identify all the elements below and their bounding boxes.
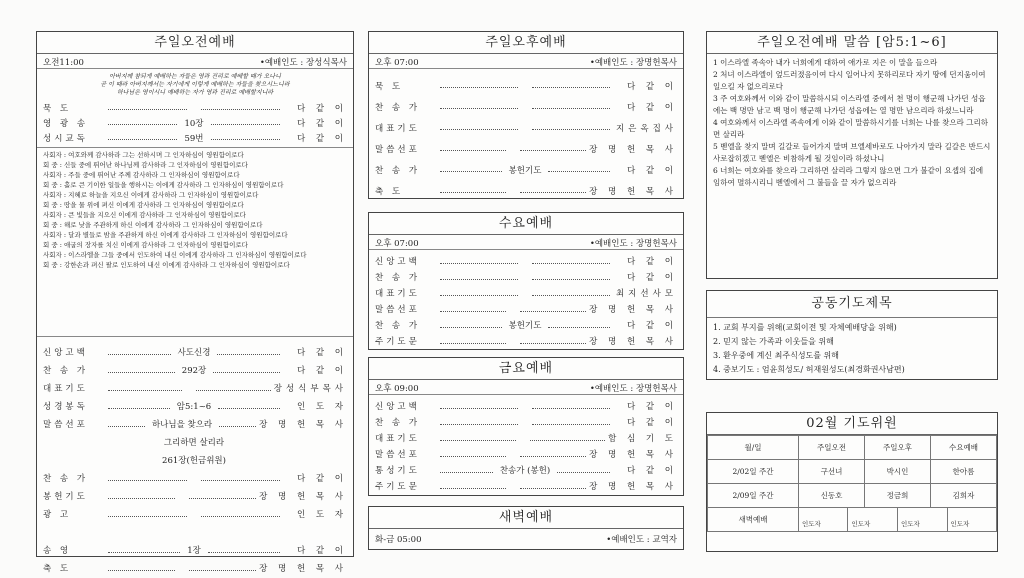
order-row: [375, 478, 677, 494]
leader-dots: [440, 279, 518, 280]
order-label: 성시교독: [43, 133, 88, 144]
order-person: 장 명 헌 목 사: [589, 450, 677, 460]
order-label: 신앙고백: [375, 257, 420, 267]
order-row: [375, 253, 677, 269]
order-row: [375, 96, 677, 117]
friday-order: [369, 395, 683, 494]
afternoon-time: 오후 07:00: [375, 58, 419, 68]
dawn-title: 새벽예배: [369, 507, 683, 529]
leader-dots: [108, 354, 171, 355]
afternoon-order: [369, 69, 683, 201]
prayer-title: 공동기도제목: [811, 296, 893, 311]
order-person: 다 같 이: [626, 466, 677, 476]
order-row: [43, 559, 347, 577]
leader-dots: [440, 327, 502, 328]
dawn-leader-cell: 인도자: [847, 508, 897, 531]
order-person: 다 같 이: [626, 165, 677, 176]
committee-header-cell: 주일오후: [864, 436, 930, 460]
order-person: 다 같 이: [626, 257, 677, 267]
order-row: [375, 117, 677, 138]
order-label: 축 도: [375, 186, 404, 197]
order-label: 주기도문: [375, 337, 420, 347]
order-label: 말씀선포: [43, 420, 88, 430]
order-label: 통성기도: [375, 466, 420, 476]
afternoon-service-panel: [368, 31, 684, 199]
wednesday-header: [369, 235, 683, 250]
order-label: 신앙고백: [375, 402, 420, 412]
order-detail: 봉헌기도: [508, 321, 542, 331]
leader-dots: [211, 139, 280, 140]
order-label: 말씀선포: [375, 305, 420, 315]
leader-dots: [440, 129, 518, 130]
order-label: 찬 송 가: [43, 366, 89, 376]
sermon-title: 주일오전예배 말씀 [암5:1~6]: [707, 32, 997, 54]
leader-dots: [211, 124, 280, 125]
leader-dots: [440, 263, 518, 264]
order-row: [43, 487, 347, 505]
leader-dots: [532, 279, 610, 280]
intro-line: 곧 이 때라 아버지께서는 자기에게 이렇게 예배하는 자들을 찾으시느니라: [100, 81, 290, 88]
leader-dots: [108, 498, 175, 499]
order-row: [43, 397, 347, 415]
leader-dots: [189, 570, 256, 571]
order-person: 다 같 이: [626, 402, 677, 412]
reading-line: 회 중 : 땅을 물 위에 펴신 이에게 감사하라 그 인자하심이 영원함이로다: [43, 201, 244, 209]
friday-service-panel: [368, 357, 684, 496]
order-person: 다 같 이: [626, 102, 677, 113]
order-detail: 10장: [184, 118, 204, 129]
order-label: 대표기도: [43, 384, 88, 394]
order-row: [375, 317, 677, 333]
prayer-item: 3. 환우중에 계신 최주식성도를 위해: [713, 351, 839, 360]
afternoon-header: [369, 54, 683, 69]
order-person: 다 같 이: [296, 546, 347, 556]
dawn-header: [369, 529, 683, 547]
committee-cell: 2/02일 주간: [708, 460, 799, 484]
dawn-leader-cells: [799, 508, 996, 531]
reading-line: 사회자 : 큰 빛들을 지으신 이에게 감사하라 그 인자하심이 영원함이로다: [43, 211, 246, 219]
leader-dots: [440, 424, 518, 425]
committee-header-row: [708, 436, 997, 460]
prayer-topics-panel: [706, 290, 998, 380]
committee-cell: 한아름: [930, 460, 996, 484]
friday-header: [369, 380, 683, 395]
order-row: [375, 180, 677, 201]
dawn-leader-cell: 인도자: [947, 508, 997, 531]
order-row: [375, 398, 677, 414]
leader-dots: [108, 124, 177, 125]
friday-leader: •예배인도 : 장명헌목사: [589, 384, 677, 394]
order-label: 찬 송 가: [375, 102, 421, 113]
leader-dots: [532, 295, 610, 296]
order-detail: 사도신경: [177, 348, 211, 358]
order-label: 영 광 송: [43, 118, 89, 129]
committee-table: [707, 435, 997, 532]
reading-line: 회 중 : 강한손과 펴신 팔로 인도하여 내신 이에게 감사하라 그 인자하심이 영원함이로다: [43, 261, 290, 269]
leader-dots: [108, 390, 182, 391]
order-detail: 암5:1~6: [176, 402, 212, 412]
order-person: 다 같 이: [626, 321, 677, 331]
leader-dots: [532, 129, 610, 130]
dawn-committee-row: [708, 508, 997, 532]
afternoon-leader: •예배인도 : 장명헌목사: [589, 58, 677, 68]
wednesday-time: 오후 07:00: [375, 239, 419, 249]
order-label: 축 도: [43, 564, 72, 574]
leader-dots: [532, 108, 610, 109]
scripture-text: [707, 54, 997, 192]
morning-time: 오전11:00: [43, 58, 84, 68]
order-label: 대표기도: [375, 289, 420, 299]
leader-dots: [440, 488, 506, 489]
order-list-top: [37, 100, 353, 145]
leader-dots: [189, 498, 256, 499]
order-row: [43, 451, 347, 469]
dawn-leader-cell: 인도자: [801, 520, 821, 528]
leader-dots: [520, 456, 586, 457]
prayer-list: [707, 317, 997, 377]
reading-line: 사회자 : 지혜로 하늘을 지으신 이에게 감사하라 그 인자하심이 영원함이로다: [43, 191, 259, 199]
leader-dots: [520, 192, 586, 193]
order-row: [43, 100, 347, 115]
order-person: 다 같 이: [296, 474, 347, 484]
leader-dots: [520, 311, 586, 312]
morning-leader: •예배인도 : 장성식목사: [259, 58, 347, 68]
order-label: 묵 도: [375, 81, 404, 92]
leader-dots: [440, 171, 502, 172]
order-row: [43, 379, 347, 397]
leader-dots: [440, 472, 493, 473]
leader-dots: [217, 354, 280, 355]
dawn-time: 화-금 05:00: [375, 535, 422, 545]
order-label: 찬 송 가: [375, 165, 421, 176]
order-person: 최지선사모: [615, 289, 677, 299]
order-label: 성경봉독: [43, 402, 88, 412]
committee-cell: 신동호: [798, 484, 864, 508]
order-person: 장 명 헌 목 사: [259, 564, 347, 574]
order-row: [375, 414, 677, 430]
verse: 3 주 여호와께서 이와 같이 말씀하시되 이스라엘 중에서 천 명이 행군해 나가던 성읍에는 백 명만 남고 백 명이 행군해 나가던 성읍에는 열 명만 남으리라 하셨느니라: [713, 94, 986, 115]
order-list-bottom: [37, 337, 353, 577]
morning-service-panel: [36, 31, 354, 574]
order-person: 다 같 이: [626, 418, 677, 428]
committee-row: [708, 460, 997, 484]
leader-dots: [520, 150, 586, 151]
order-person: 장 명 헌 목 사: [589, 482, 677, 492]
order-row: [375, 159, 677, 180]
afternoon-title: 주일오후예배: [369, 32, 683, 54]
leader-dots: [108, 552, 180, 553]
order-person: 다 같 이: [626, 81, 677, 92]
verse: 2 처녀 이스라엘이 엎드러졌음이여 다시 일어나지 못하리로다 자기 땅에 던지움이여 일으킬 자 없으리로다: [713, 70, 986, 91]
wednesday-order: [369, 250, 683, 349]
intro-line: 하나님은 영이시니 예배하는 자가 영과 진리로 예배할지니라: [116, 89, 274, 96]
leader-dots: [440, 87, 518, 88]
order-label: 대표기도: [375, 434, 420, 444]
leader-dots: [557, 472, 610, 473]
order-row: [375, 285, 677, 301]
order-row: [43, 343, 347, 361]
committee-title: 02월 기도위원: [707, 413, 997, 435]
order-person: 다 같 이: [296, 103, 347, 114]
responsive-reading: [37, 147, 353, 337]
order-row: [43, 361, 347, 379]
order-row: [43, 523, 347, 541]
order-label: 찬 송 가: [375, 273, 421, 283]
order-row: [43, 130, 347, 145]
leader-dots: [108, 570, 175, 571]
leader-dots: [440, 343, 506, 344]
leader-dots: [440, 311, 506, 312]
leader-dots: [219, 426, 256, 427]
order-person: 장성식부목사: [273, 384, 347, 394]
prayer-item: 2. 믿지 않는 가족과 이웃들을 위해: [713, 337, 834, 346]
order-row: [43, 541, 347, 559]
order-person: 인 도 자: [296, 510, 347, 520]
order-row: [375, 462, 677, 478]
order-person: 장 명 헌 목 사: [589, 186, 677, 197]
committee-header-cell: 수요예배: [930, 436, 996, 460]
committee-header-cell: 주일오전: [798, 436, 864, 460]
leader-dots: [532, 263, 610, 264]
order-detail: 그리하면 살리라: [163, 438, 225, 448]
leader-dots: [108, 408, 170, 409]
order-row: [375, 446, 677, 462]
friday-title: 금요예배: [369, 358, 683, 380]
order-label: 찬 송 가: [43, 474, 89, 484]
order-person: 장 명 헌 목 사: [589, 337, 677, 347]
order-detail: 292장: [181, 366, 207, 376]
committee-cell: 2/09일 주간: [708, 484, 799, 508]
committee-cell: 정금희: [864, 484, 930, 508]
order-row: [43, 505, 347, 523]
leader-dots: [208, 552, 280, 553]
order-label: 주기도문: [375, 482, 420, 492]
wednesday-leader: •예배인도 : 장명헌목사: [589, 239, 677, 249]
prayer-item: 1. 교회 부지를 위해(교회이전 및 자체예배당을 위해): [713, 323, 897, 332]
verse: 1 이스라엘 족속아 내가 너희에게 대하여 애가로 지은 이 말을 들으라: [713, 58, 938, 67]
leader-dots: [548, 171, 610, 172]
leader-dots: [196, 390, 270, 391]
reading-line: 회 중 : 신들 중에 뛰어난 하나님께 감사하라 그 인자하심이 영원함이로다: [43, 161, 248, 169]
order-person: 함 심 기 도: [608, 434, 677, 444]
leader-dots: [108, 516, 187, 517]
leader-dots: [201, 480, 280, 481]
order-label: 묵 도: [43, 103, 72, 114]
leader-dots: [532, 87, 610, 88]
order-detail: 봉헌기도: [508, 165, 542, 176]
order-label: 말씀선포: [375, 144, 420, 155]
wednesday-service-panel: [368, 212, 684, 350]
sermon-panel: [706, 31, 998, 279]
reading-line: 사회자 : 주들 중에 뛰어난 주께 감사하라 그 인자하심이 영원함이로다: [43, 171, 240, 179]
leader-dots: [108, 109, 187, 110]
order-row: [375, 75, 677, 96]
order-row: [43, 115, 347, 130]
wednesday-title: 수요예배: [369, 213, 683, 235]
committee-row: [708, 484, 997, 508]
dawn-leader: •예배인도 : 교역자: [606, 535, 677, 545]
order-person: 장 명 헌 목 사: [259, 420, 347, 430]
order-person: 장 명 헌 목 사: [259, 492, 347, 502]
reading-line: 회 중 : 애굽의 장자를 치신 이에게 감사하라 그 인자하심이 영원함이로다: [43, 241, 248, 249]
reading-line: 사회자 : 이스라엘을 그들 중에서 인도하여 내신 이에게 감사하라 그 인자하심이 영원함이로다: [43, 251, 307, 259]
leader-dots: [213, 372, 280, 373]
leader-dots: [440, 295, 518, 296]
order-person: 지은옥집사: [615, 123, 677, 134]
order-row: [375, 333, 677, 349]
leader-dots: [440, 192, 506, 193]
leader-dots: [532, 424, 610, 425]
order-label: 송 영: [43, 546, 72, 556]
order-detail: 261장(헌금위원): [162, 456, 226, 466]
intro-block: [37, 69, 353, 100]
leader-dots: [440, 108, 518, 109]
leader-dots: [520, 488, 586, 489]
committee-cell: 김희자: [930, 484, 996, 508]
order-person: 다 같 이: [296, 118, 347, 129]
leader-dots: [440, 408, 518, 409]
order-row: [43, 415, 347, 433]
dawn-service-panel: [368, 506, 684, 550]
leader-dots: [548, 327, 610, 328]
leader-dots: [201, 109, 280, 110]
reading-line: 회 중 : 해로 낮을 주관하게 하신 이에게 감사하라 그 인자하심이 영원함이로다: [43, 221, 263, 229]
leader-dots: [530, 440, 606, 441]
order-label: 광 고: [43, 510, 72, 520]
reading-line: 사회자 : 달과 별들로 밤을 주관하게 하신 이에게 감사하라 그 인자하심이 영원함이로다: [43, 231, 288, 239]
committee-header-cell: 월/일: [708, 436, 799, 460]
leader-dots: [440, 440, 516, 441]
prayer-item: 4. 중보기도 : 엄윤희성도/ 허재원성도(최경화권사남편): [713, 365, 905, 374]
leader-dots: [440, 456, 506, 457]
order-label: 봉헌기도: [43, 492, 88, 502]
leader-dots: [108, 426, 145, 427]
order-row: [375, 138, 677, 159]
dawn-label: 새벽예배: [708, 508, 799, 532]
leader-dots: [201, 516, 280, 517]
order-person: 인 도 자: [296, 402, 347, 412]
reading-line: 회 중 : 홀로 큰 기이한 일들을 행하시는 이에게 감사하라 그 인자하심이 영원함이로다: [43, 181, 284, 189]
order-detail: 1장: [187, 546, 201, 556]
order-detail: 하나님을 찾으라: [151, 420, 213, 430]
order-person: 다 같 이: [296, 133, 347, 144]
leader-dots: [108, 480, 187, 481]
order-detail: 59번: [184, 133, 204, 144]
order-person: 장 명 헌 목 사: [589, 305, 677, 315]
order-row: [375, 269, 677, 285]
intro-line: 아버지께 참되게 예배하는 자들은 영과 진리로 예배할 때가 오나니: [109, 73, 281, 80]
order-detail: 찬송가 (봉헌): [499, 466, 551, 476]
committee-cell: 박시인: [864, 460, 930, 484]
reading-line: 사회자 : 여호와께 감사하라 그는 선하시며 그 인자하심이 영원함이로다: [43, 151, 244, 159]
leader-dots: [532, 408, 610, 409]
leader-dots: [108, 139, 177, 140]
leader-dots: [218, 408, 280, 409]
order-person: 장 명 헌 목 사: [589, 144, 677, 155]
order-label: 찬 송 가: [375, 321, 421, 331]
order-person: 다 같 이: [296, 366, 347, 376]
order-label: 찬 송 가: [375, 418, 421, 428]
order-row: [375, 301, 677, 317]
order-person: 다 같 이: [296, 348, 347, 358]
morning-service-header: [37, 54, 353, 69]
morning-service-title: 주일오전예배: [37, 32, 353, 54]
verse: 5 벧엘을 찾지 말며 길갈로 들어가지 말며 브엘세바로도 나아가지 말라 길갈은 반드시 사로잡히겠고 벧엘은 비참하게 될 것임이라 하셨나니: [713, 142, 991, 163]
order-label: 대표기도: [375, 123, 420, 134]
verse: 4 여호와께서 이스라엘 족속에게 이와 같이 말씀하시기를 너희는 나를 찾으라 그리하면 살리라: [713, 118, 988, 139]
leader-dots: [108, 372, 175, 373]
order-person: 다 같 이: [626, 273, 677, 283]
committee-cell: 구선녀: [798, 460, 864, 484]
order-row: [43, 469, 347, 487]
friday-time: 오후 09:00: [375, 384, 419, 394]
leader-dots: [440, 150, 506, 151]
order-label: 신앙고백: [43, 348, 88, 358]
order-row: [43, 433, 347, 451]
order-label: 말씀선포: [375, 450, 420, 460]
verse: 6 너희는 여호와를 찾으라 그리하면 살리라 그렇지 않으면 그가 불같이 요셉의 집에 임하여 멸하시리니 벧엘에서 그 불들을 끌 자가 없으리라: [713, 166, 984, 187]
dawn-leader-cell: 인도자: [897, 508, 947, 531]
leader-dots: [520, 343, 586, 344]
order-row: [375, 430, 677, 446]
prayer-committee-panel: [706, 412, 998, 552]
